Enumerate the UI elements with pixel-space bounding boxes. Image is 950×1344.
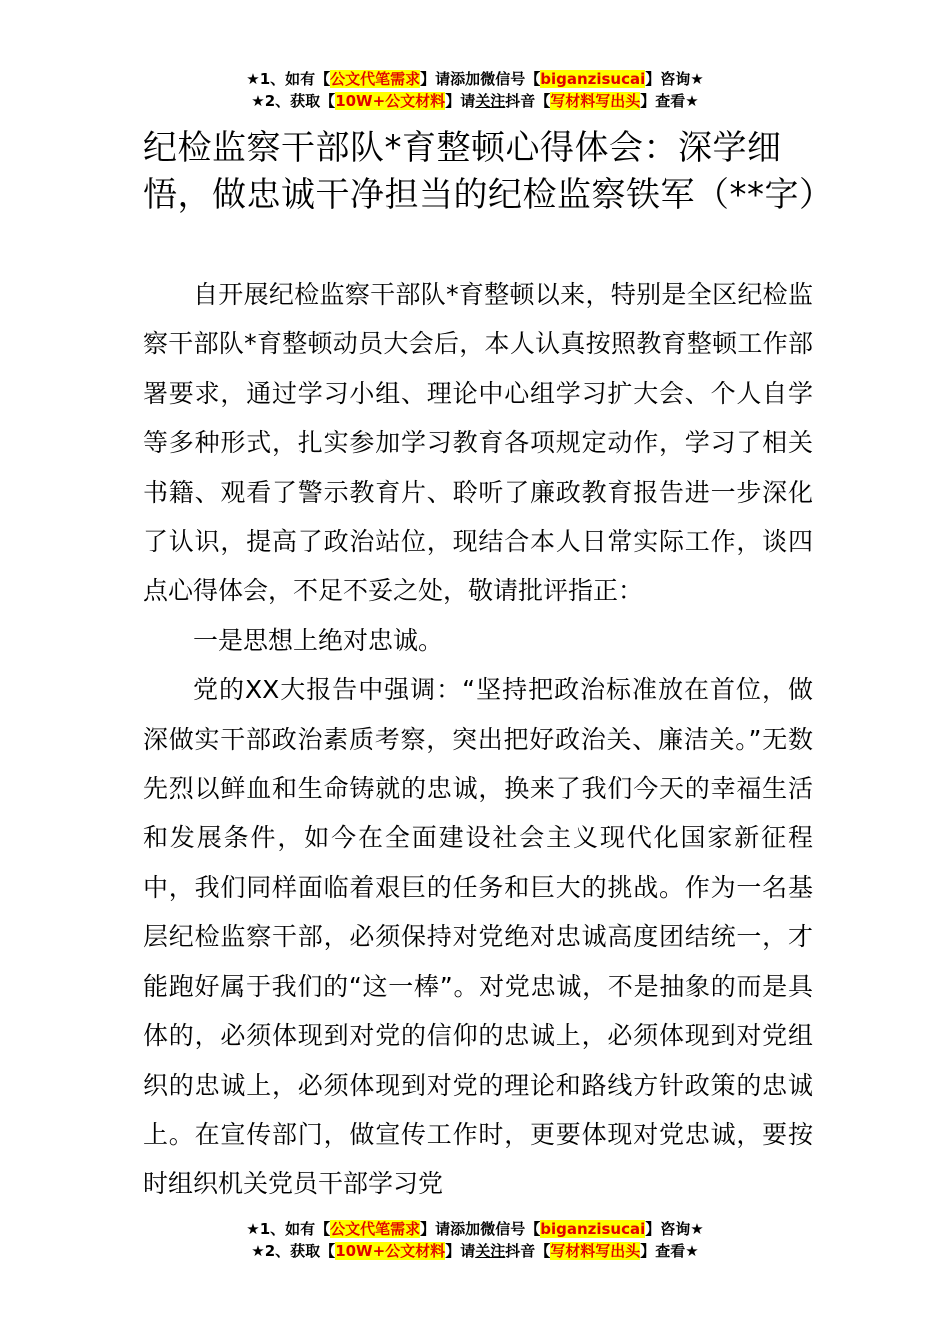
promo-text: 抖音【 — [505, 1242, 551, 1260]
wechat-id: biganzisucai — [540, 1220, 646, 1238]
douyin-id: 写材料写出头 — [550, 1242, 641, 1260]
wechat-id: biganzisucai — [540, 70, 646, 88]
promo-text: 】查看★ — [640, 1242, 699, 1260]
promo-line-1 — [0, 68, 950, 90]
body-paragraph: 自开展纪检监察干部队*育整顿以来，特别是全区纪检监察干部队*育整顿动员大会后，本人认真按照教育整顿工作部署要求，通过学习小组、理论中心组学习扩大会、个人自学等多种形式，扎实参加学习教育各项规定动作，学习了相关书籍、观看了警示教育片、聆听了廉政教育报告进一步深化了认识，提高了政治站位，现结合本人日常实际工作，谈四点心得体会，不足不妥之处，敬请批评指正： — [143, 280, 813, 606]
promo-text: 】咨询★ — [645, 70, 704, 88]
body-paragraph: 党的XX大报告中强调：“坚持把政治标准放在首位，做深做实干部政治素质考察，突出把好政治关、廉洁关。”无数先烈以鲜血和生命铸就的忠诚，换来了我们今天的幸福生活和发展条件，如今在全面建设社会主义现代化国家新征程中，我们同样面临着艰巨的任务和巨大的挑战。作为一名基层纪检监察干部，必须保持对党绝对忠诚高度团结统一，才能跑好属于我们的“这一棒”。对党忠诚，不是抽象的而是具体的，必须体现到对党的信仰的忠诚上，必须体现到对党组织的忠诚上，必须体现到对党的理论和路线方针政策的忠诚上。在宣传部门，做宣传工作时，更要体现对党忠诚，要按时组织机关党员干部学习党 — [143, 675, 813, 1199]
promo-text: 】请添加 — [420, 70, 481, 88]
promo-text: ★1、如有【 — [246, 1220, 331, 1238]
body-paragraph: 一是思想上绝对忠诚。 — [193, 625, 444, 655]
promo-text: 】请添加 — [420, 1220, 481, 1238]
douyin-id: 写材料写出头 — [550, 92, 641, 110]
promo-highlight: 公文代笔需求 — [330, 1220, 421, 1238]
promo-text: ★1、如有【 — [246, 70, 331, 88]
promo-banner-bottom — [0, 1218, 950, 1262]
promo-text: 】咨询★ — [645, 1220, 704, 1238]
promo-line-1 — [0, 1218, 950, 1240]
promo-underline: 关注 — [475, 92, 506, 110]
promo-banner-top — [0, 68, 950, 112]
promo-highlight: 公文代笔需求 — [330, 70, 421, 88]
promo-text: ★2、获取【 — [251, 1242, 336, 1260]
promo-text: ★2、获取【 — [251, 92, 336, 110]
promo-highlight: 10W+公文材料 — [335, 92, 446, 110]
promo-line-2 — [0, 90, 950, 112]
promo-text: 】查看★ — [640, 92, 699, 110]
promo-line-2 — [0, 1240, 950, 1262]
document-title: 纪检监察干部队*育整顿心得体会：深学细悟，做忠诚干净担当的纪检监察铁军（**字） — [143, 128, 834, 215]
promo-text: 】请 — [445, 92, 476, 110]
promo-text: 微信号【 — [480, 70, 541, 88]
promo-underline: 关注 — [475, 1242, 506, 1260]
document-body — [143, 270, 813, 1209]
promo-highlight: 10W+公文材料 — [335, 1242, 446, 1260]
promo-text: 】请 — [445, 1242, 476, 1260]
promo-text: 微信号【 — [480, 1220, 541, 1238]
promo-text: 抖音【 — [505, 92, 551, 110]
